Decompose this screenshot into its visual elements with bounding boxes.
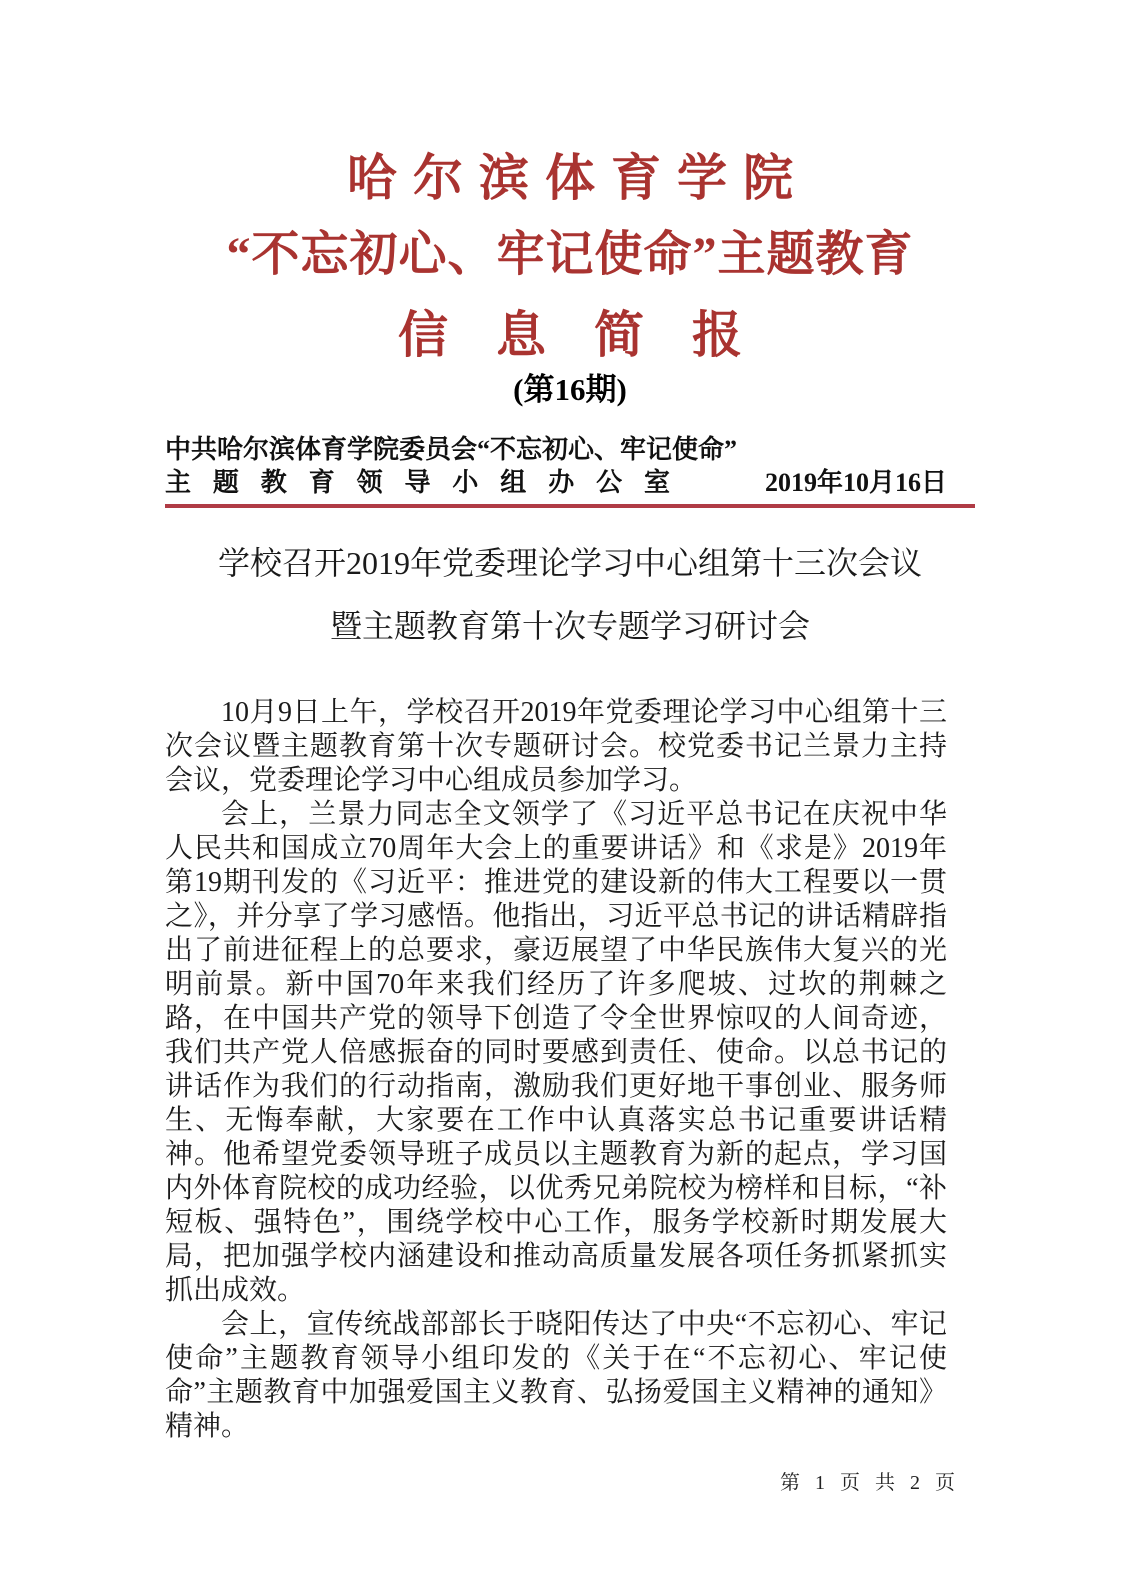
article-body bbox=[165, 696, 947, 1444]
issue-date: 2019年10月16日 bbox=[764, 468, 947, 497]
issuer-block bbox=[165, 433, 975, 508]
article-paragraph: 会上，兰景力同志全文领学了《习近平总书记在庆祝中华人民共和国成立70周年大会上的重要讲话》和《求是》2019年第19期刊发的《习近平：推进党的建设新的伟大工程要以一贯之》，并分享了学习感悟。他指出，习近平总书记的讲话精辟指出了前进征程上的总要求，豪迈展望了中华民族伟大复兴的光明前景。新中国70年来我们经历了许多爬坡、过坎的荆棘之路，在中国共产党的领导下创造了令全世界惊叹的人间奇迹，我们共产党人倍感振奋的同时要感到责任、使命。以总书记的讲话作为我们的行动指南，激励我们更好地干事创业、服务师生、无悔奉献，大家要在工作中认真落实总书记重要讲话精神。他希望党委领导班子成员以主题教育为新的起点，学习国内外体育院校的成功经验，以优秀兄弟院校为榜样和目标，“补短板、强特色”，围绕学校中心工作，服务学校新时期发展大局，把加强学校内涵建设和推动高质量发展各项任务抓紧抓实抓出成效。 bbox=[165, 799, 947, 1306]
article-title-line2: 暨主题教育第十次专题学习研讨会 bbox=[329, 608, 810, 644]
page-number-indicator: 第 1 页 共 2 页 bbox=[780, 1472, 960, 1494]
article-paragraph: 10月9日上午，学校召开2019年党委理论学习中心组第十三次会议暨主题教育第十次专题研讨会。校党委书记兰景力主持会议，党委理论学习中心组成员参加学习。 bbox=[165, 697, 947, 796]
document-content bbox=[165, 0, 975, 1444]
masthead-theme-line: “不忘初心、牢记使命”主题教育 bbox=[226, 228, 914, 281]
article bbox=[165, 543, 975, 1444]
masthead-org-name: 哈尔滨体育学院 bbox=[347, 150, 809, 206]
issue-number: (第16期) bbox=[513, 372, 627, 407]
article-paragraph: 会上，宣传统战部部长于晓阳传达了中央“不忘初心、牢记使命”主题教育领导小组印发的《关于在“不忘初心、牢记使命”主题教育中加强爱国主义教育、弘扬爱国主义精神的通知》精神。 bbox=[165, 1309, 947, 1442]
masthead-bulletin-name: 信息简报 bbox=[398, 307, 790, 363]
issuer-office-row bbox=[165, 466, 975, 499]
issuer-committee-line: 中共哈尔滨体育学院委员会“不忘初心、牢记使命” bbox=[165, 435, 738, 464]
masthead bbox=[165, 148, 975, 409]
issuer-office-name: 主题教育领导小组办公室 bbox=[165, 468, 670, 497]
article-title-line1: 学校召开2019年党委理论学习中心组第十三次会议 bbox=[217, 545, 922, 581]
red-divider-rule bbox=[165, 504, 975, 508]
